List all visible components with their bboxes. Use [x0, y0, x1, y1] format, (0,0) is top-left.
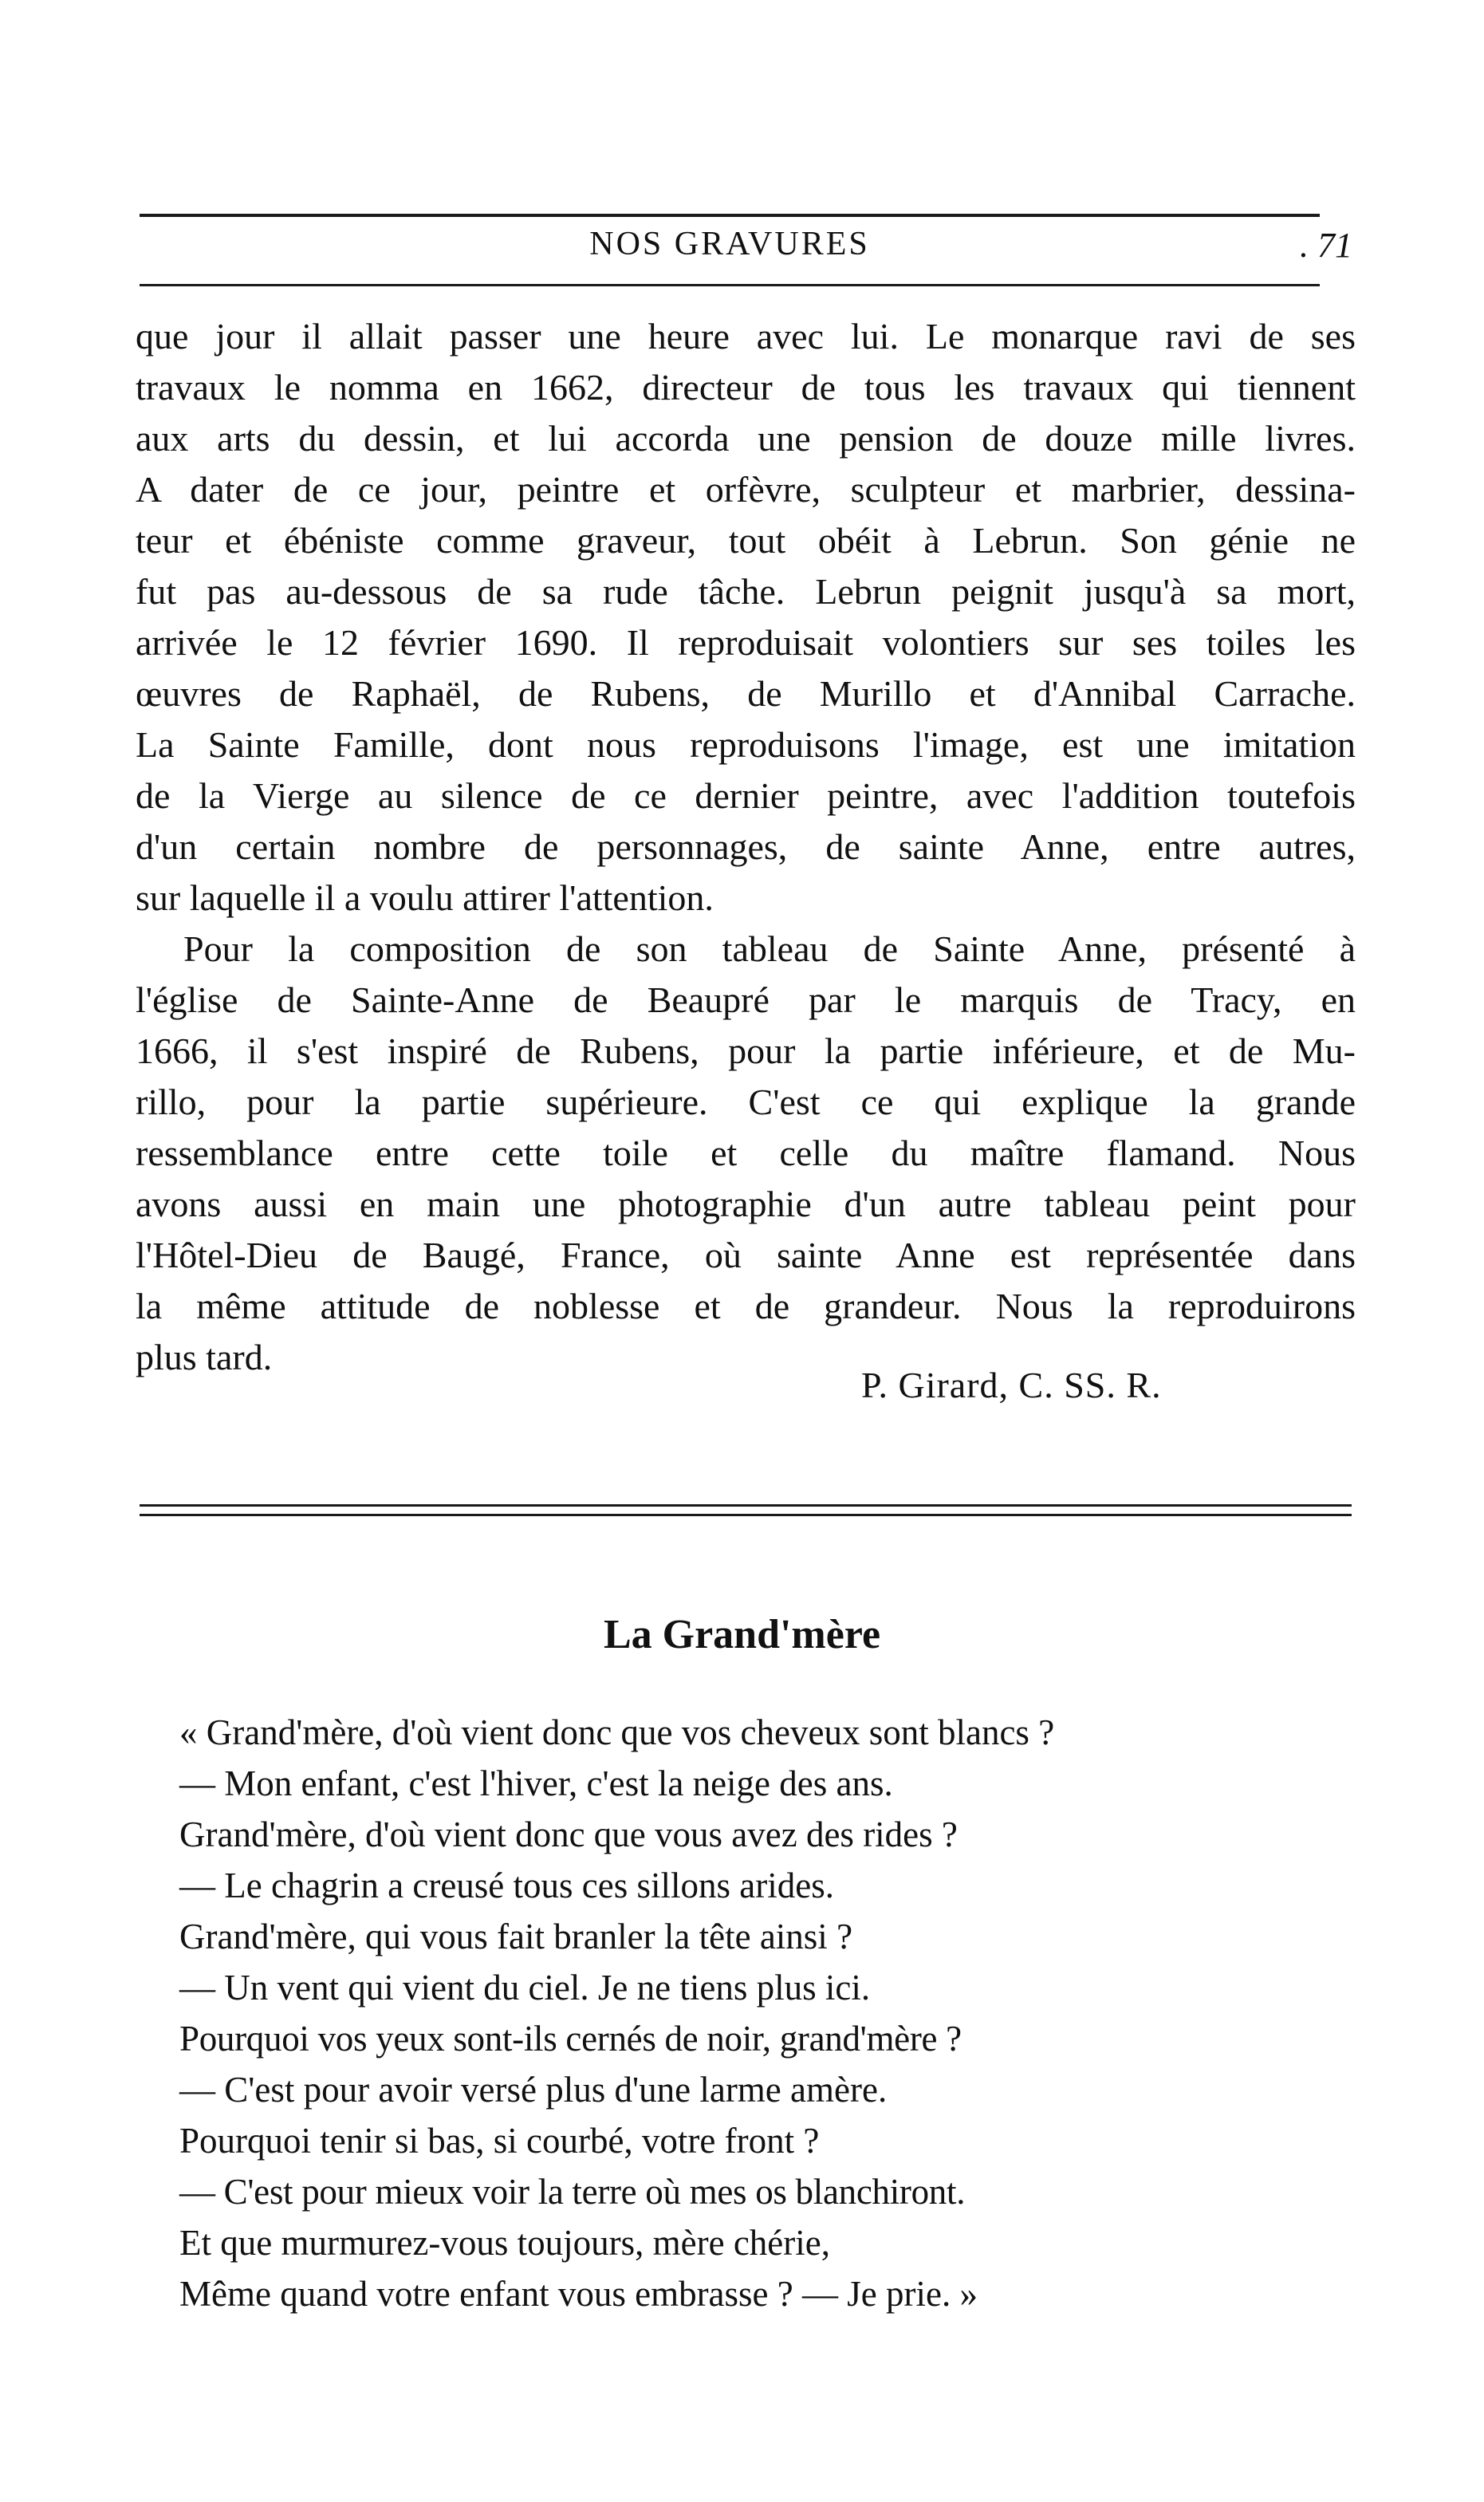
header-bottom-rule: [140, 284, 1320, 286]
text-line: ressemblance entre cette toile et celle du maître flamand. Nous: [136, 1133, 1356, 1173]
poem-line: Pourquoi vos yeux sont-ils cernés de noir, grand'mère ?: [179, 2019, 962, 2059]
text-line: 1666, il s'est inspiré de Rubens, pour la partie inférieure, et de Mu-: [136, 1030, 1356, 1071]
text-line: teur et ébéniste comme graveur, tout obéit à Lebrun. Son génie ne: [136, 520, 1356, 561]
page-number: . 71: [1300, 226, 1352, 265]
poem-line: Pourquoi tenir si bas, si courbé, votre front ?: [179, 2121, 820, 2161]
poem-line: — C'est pour avoir versé plus d'une larme amère.: [179, 2070, 888, 2110]
text-line: travaux le nomma en 1662, directeur de tous les travaux qui tiennent: [136, 367, 1356, 408]
running-header-title: NOS GRAVURES: [589, 226, 870, 262]
poem-line: « Grand'mère, d'où vient donc que vos cheveux sont blancs ?: [179, 1712, 1055, 1752]
text-line: l'église de Sainte-Anne de Beaupré par le marquis de Tracy, en: [136, 979, 1356, 1020]
text-line: avons aussi en main une photographie d'un autre tableau peint pour: [136, 1184, 1356, 1224]
text-line: que jour il allait passer une heure avec lui. Le monarque ravi de ses: [136, 316, 1356, 357]
poem-line: Et que murmurez-vous toujours, mère chérie,: [179, 2223, 830, 2263]
header-top-rule: [140, 214, 1320, 217]
poem-line: — C'est pour mieux voir la terre où mes os blanchiront.: [179, 2172, 966, 2212]
text-line: la même attitude de noblesse et de grandeur. Nous la reproduirons: [136, 1286, 1356, 1326]
poem-line: — Mon enfant, c'est l'hiver, c'est la neige des ans.: [179, 1763, 893, 1803]
poem-line: — Un vent qui vient du ciel. Je ne tiens plus ici.: [179, 1968, 871, 2008]
poem-body: [179, 1707, 1054, 2319]
text-line: œuvres de Raphaël, de Rubens, de Murillo et d'Annibal Carrache.: [136, 673, 1356, 714]
text-line: La Sainte Famille, dont nous reproduisons l'image, est une imitation: [136, 724, 1356, 765]
text-line: arrivée le 12 février 1690. Il reproduisait volontiers sur ses toiles les: [136, 622, 1356, 663]
text-line: d'un certain nombre de personnages, de sainte Anne, entre autres,: [136, 826, 1356, 867]
text-line: l'Hôtel-Dieu de Baugé, France, où sainte Anne est représentée dans: [136, 1235, 1356, 1275]
text-line: de la Vierge au silence de ce dernier peintre, avec l'addition toutefois: [136, 775, 1356, 816]
poem-line: Grand'mère, d'où vient donc que vous avez des rides ?: [179, 1814, 958, 1854]
text-line: rillo, pour la partie supérieure. C'est ce qui explique la grande: [136, 1082, 1356, 1122]
text-line: aux arts du dessin, et lui accorda une pension de douze mille livres.: [136, 418, 1356, 459]
text-line: Pour la composition de son tableau de Sainte Anne, présenté à: [183, 928, 1356, 969]
section-divider-bottom: [140, 1514, 1352, 1516]
poem-line: Grand'mère, qui vous fait branler la tête ainsi ?: [179, 1917, 853, 1956]
poem-line: Même quand votre enfant vous embrasse ? — Je prie. »: [179, 2274, 978, 2314]
text-line: fut pas au-dessous de sa rude tâche. Lebrun peignit jusqu'à sa mort,: [136, 571, 1356, 612]
poem-line: — Le chagrin a creusé tous ces sillons arides.: [179, 1866, 834, 1905]
text-line: plus tard.: [136, 1337, 273, 1377]
text-line: sur laquelle il a voulu attirer l'attention.: [136, 877, 714, 918]
text-line: A dater de ce jour, peintre et orfèvre, sculpteur et marbrier, dessina-: [136, 469, 1356, 510]
section-divider-top: [140, 1504, 1352, 1507]
article-text: [136, 311, 1356, 1383]
author-signature: P. Girard, C. SS. R.: [861, 1365, 1162, 1405]
poem-title: La Grand'mère: [603, 1612, 881, 1657]
